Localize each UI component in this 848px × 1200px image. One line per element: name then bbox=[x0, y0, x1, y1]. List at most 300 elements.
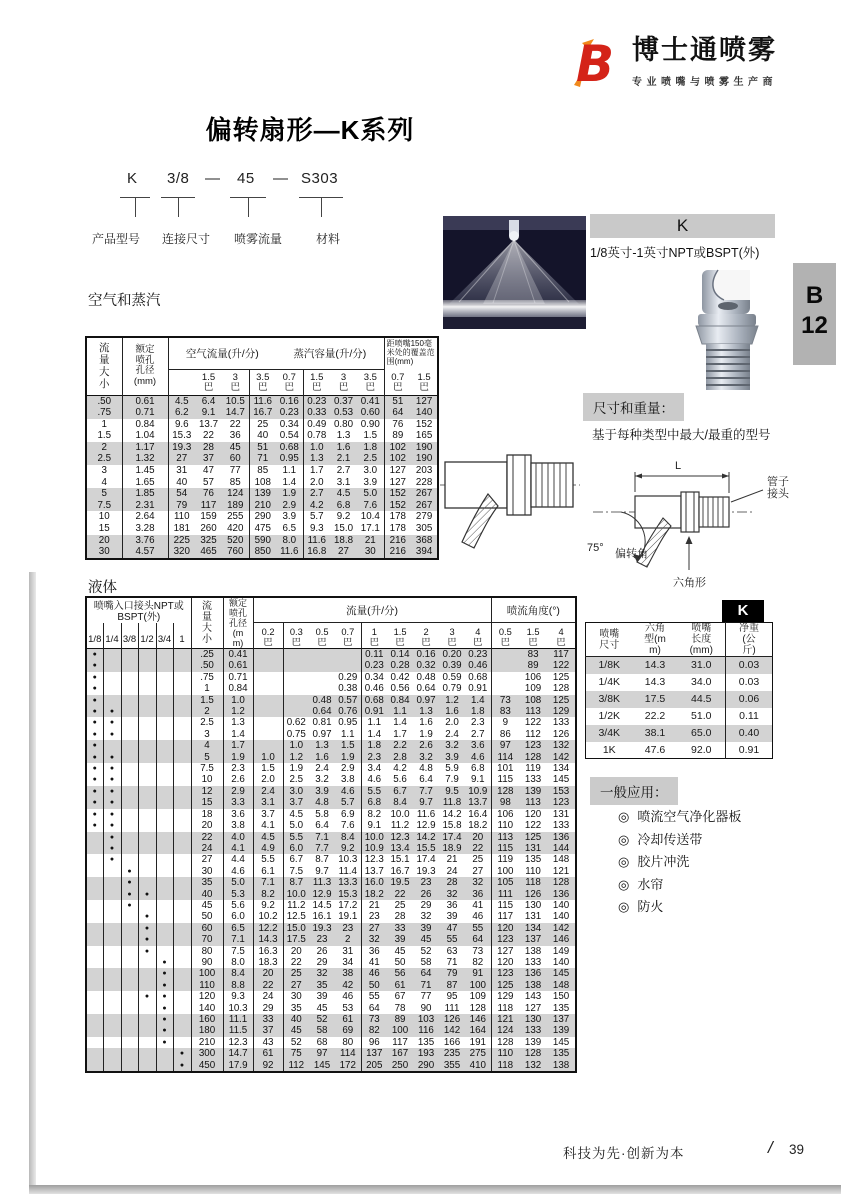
pressure-unit: 巴 bbox=[311, 382, 322, 393]
air-steam-cell: 2.9 bbox=[276, 500, 303, 512]
angle-cell: 122 bbox=[524, 820, 542, 832]
capacity-cell: 0.16 bbox=[413, 649, 439, 661]
kdim-weight-cell: 0.11 bbox=[726, 708, 773, 725]
inlet-dot-cell bbox=[173, 1037, 191, 1048]
air-steam-row bbox=[86, 523, 438, 535]
inlet-dot-cell bbox=[173, 900, 191, 911]
angle-cell: 106 bbox=[497, 808, 514, 820]
inlet-dot-cell bbox=[138, 774, 156, 785]
angle-cell: 133 bbox=[524, 1025, 542, 1037]
capacity-cell: 16.7 bbox=[390, 865, 410, 877]
air-steam-cell: 152 bbox=[389, 488, 407, 500]
pressure-unit: 巴 bbox=[473, 637, 483, 647]
angle-cell: 136 bbox=[524, 968, 542, 980]
capacity-cell: 55 bbox=[465, 923, 491, 934]
capacity-cell: 1.5 bbox=[253, 763, 283, 774]
flow-size-cell: 30 bbox=[191, 866, 223, 877]
inlet-dot-cell: ● bbox=[86, 820, 103, 831]
inlet-dot-cell bbox=[121, 946, 138, 957]
capacity-cell: 10.9 bbox=[364, 842, 384, 854]
tick-line bbox=[178, 197, 179, 217]
inlet-dot-cell: ● bbox=[121, 900, 138, 911]
air-steam-row bbox=[86, 477, 438, 489]
capacity-cell: 0.34 bbox=[364, 671, 384, 683]
capacity-cell: 55 bbox=[368, 991, 380, 1003]
angle-cell: 117 bbox=[547, 649, 576, 661]
capacity-cell: 25 bbox=[394, 899, 406, 911]
capacity-cell: 0.68 bbox=[465, 672, 491, 683]
capacity-cell: 114 bbox=[335, 1048, 361, 1059]
capacity-cell: 0.64 bbox=[416, 683, 436, 695]
orifice-cell: 2.9 bbox=[223, 786, 253, 797]
air-steam-cell: 127 bbox=[389, 476, 407, 488]
air-steam-table bbox=[85, 336, 439, 560]
inlet-dot-cell: ● bbox=[103, 706, 121, 717]
page-title: 偏转扇形—K系列 bbox=[205, 115, 415, 145]
liquid-row bbox=[86, 1060, 576, 1072]
part-code-size: 3/8 bbox=[167, 170, 190, 187]
angle-cell: 121 bbox=[497, 1014, 514, 1025]
angle-cell: 146 bbox=[552, 934, 570, 946]
kdim-weight-cell: 0.03 bbox=[726, 674, 773, 691]
capacity-cell: 50 bbox=[394, 956, 406, 968]
capacity-cell: 23 bbox=[316, 934, 328, 946]
angle-cell: 113 bbox=[525, 706, 541, 718]
list-item bbox=[618, 855, 818, 869]
capacity-cell: 9.1 bbox=[465, 774, 491, 785]
brand-text bbox=[632, 33, 777, 88]
air-steam-cell: 2.7 bbox=[336, 465, 351, 477]
air-steam-cell: 1.7 bbox=[309, 465, 324, 477]
air-steam-cell: 320 bbox=[173, 546, 190, 558]
orifice-cell: 1.2 bbox=[223, 706, 253, 717]
applications-list bbox=[618, 810, 818, 923]
air-steam-cell: 16.7 bbox=[253, 407, 273, 419]
air-steam-cell: 54 bbox=[176, 488, 188, 500]
capacity-cell: 4.6 bbox=[367, 774, 382, 786]
air-steam-row bbox=[86, 511, 438, 523]
angle-cell: 125 bbox=[552, 694, 570, 706]
liquid-table bbox=[85, 596, 577, 1073]
inlet-dot-cell bbox=[156, 946, 173, 957]
capacity-cell: 0.57 bbox=[335, 695, 361, 706]
capacity-cell: 2.6 bbox=[419, 740, 433, 752]
deflection-angle-value: 75° bbox=[587, 542, 604, 554]
inlet-dot-cell bbox=[86, 854, 103, 865]
capacity-cell: 5.7 bbox=[335, 797, 361, 808]
inlet-dot-cell bbox=[138, 763, 156, 774]
air-steam-cell: 0.41 bbox=[357, 395, 384, 407]
capacity-cell: 3.4 bbox=[367, 763, 382, 775]
capacity-cell bbox=[283, 683, 309, 694]
capacity-cell: 1.1 bbox=[367, 717, 382, 729]
flow-size-cell: 45 bbox=[191, 900, 223, 911]
bullseye-icon: ◎ bbox=[618, 854, 630, 869]
capacity-cell: 11.8 bbox=[442, 797, 462, 809]
angle-cell: 150 bbox=[552, 991, 570, 1003]
capacity-cell: 39 bbox=[394, 934, 406, 946]
orifice-cell: 0.41 bbox=[223, 649, 253, 661]
pressure-header bbox=[253, 623, 283, 649]
air-steam-cell: 216 bbox=[389, 546, 407, 558]
nozzle-photo bbox=[684, 266, 768, 394]
air-steam-cell: 108 bbox=[254, 476, 271, 488]
capacity-cell: 142 bbox=[443, 1025, 461, 1037]
air-steam-cell: 27 bbox=[338, 546, 349, 558]
capacity-cell: 52 bbox=[290, 1036, 302, 1048]
pressure-value: 2 bbox=[423, 627, 429, 637]
inlet-dot-cell bbox=[173, 832, 191, 843]
inlet-dot-cell: ● bbox=[138, 923, 156, 934]
angle-cell: 89 bbox=[527, 660, 539, 672]
inlet-dot-cell bbox=[86, 911, 103, 922]
inlet-dot-cell bbox=[121, 740, 138, 751]
angle-cell: 145 bbox=[552, 1036, 570, 1048]
capacity-cell bbox=[253, 683, 283, 694]
air-steam-cell: 47 bbox=[203, 465, 214, 477]
capacity-cell: 9.5 bbox=[445, 785, 459, 797]
inlet-dot-cell bbox=[156, 717, 173, 728]
inlet-dot-cell bbox=[138, 797, 156, 808]
capacity-cell: 6.4 bbox=[315, 820, 329, 832]
angle-cell: 133 bbox=[552, 820, 570, 832]
angle-cell: 140 bbox=[552, 956, 570, 968]
air-steam-cell: 3.0 bbox=[357, 465, 384, 477]
capacity-cell: 0.91 bbox=[465, 683, 491, 694]
air-steam-cell: 0.49 bbox=[307, 418, 327, 430]
inlet-dot-cell bbox=[156, 672, 173, 683]
part-number-diagram bbox=[85, 170, 375, 255]
inlet-dot-cell bbox=[138, 660, 156, 671]
capacity-cell: 35 bbox=[290, 1002, 302, 1014]
inlet-dot-cell bbox=[138, 649, 156, 661]
inlet-dot-cell bbox=[86, 934, 103, 945]
capacity-cell: 2.4 bbox=[315, 763, 329, 775]
inlet-dot-cell bbox=[86, 1037, 103, 1048]
capacity-cell: 14.2 bbox=[416, 831, 436, 843]
deflection-angle-label: 偏转角 bbox=[615, 548, 648, 560]
capacity-cell: 4.8 bbox=[315, 797, 329, 809]
capacity-cell: 75 bbox=[290, 1048, 302, 1060]
capacity-cell: 145 bbox=[313, 1059, 331, 1071]
flow-size-cell: 7.5 bbox=[191, 763, 223, 774]
capacity-cell: 52 bbox=[316, 1014, 328, 1025]
orifice-cell: 6.0 bbox=[223, 911, 253, 922]
capacity-cell: 2.3 bbox=[465, 717, 491, 728]
capacity-cell: 111 bbox=[444, 1002, 460, 1014]
flow-size-cell: 12 bbox=[191, 786, 223, 797]
capacity-cell: 0.29 bbox=[335, 672, 361, 683]
capacity-cell bbox=[309, 672, 335, 683]
air-steam-cell: 1.8 bbox=[357, 442, 384, 454]
air-steam-cell: 325 bbox=[200, 534, 217, 546]
angle-cell: 153 bbox=[552, 785, 570, 797]
capacity-cell: 1.7 bbox=[393, 728, 407, 740]
application-label: 防火 bbox=[637, 899, 664, 914]
pressure-unit: 巴 bbox=[556, 637, 566, 647]
air-steam-cell: 0.23 bbox=[276, 407, 303, 419]
kdim-hex-cell: 22.2 bbox=[644, 710, 666, 722]
inlet-dot-cell bbox=[103, 672, 121, 683]
air-steam-cell: 0.37 bbox=[330, 395, 357, 407]
capacity-cell: 1.9 bbox=[335, 752, 361, 763]
orifice-cell: 8.8 bbox=[223, 980, 253, 991]
inlet-size-header: 3/4 bbox=[156, 623, 173, 649]
capacity-cell: 69 bbox=[335, 1025, 361, 1036]
capacity-cell: 0.48 bbox=[312, 694, 332, 706]
spray-pattern-photo bbox=[443, 216, 586, 329]
capacity-cell bbox=[253, 740, 283, 751]
air-steam-row bbox=[86, 407, 438, 419]
air-steam-cell: 0.23 bbox=[303, 395, 330, 407]
inlet-dot-cell bbox=[103, 866, 121, 877]
inlet-dot-cell bbox=[173, 797, 191, 808]
air-steam-cell: 124 bbox=[222, 488, 249, 500]
capacity-cell bbox=[253, 706, 283, 717]
inlet-dot-cell bbox=[121, 934, 138, 945]
capacity-cell: 0.39 bbox=[442, 660, 462, 672]
capacity-cell: 0.20 bbox=[439, 649, 465, 661]
capacity-cell: 4.6 bbox=[465, 752, 491, 763]
flow-size-cell: 24 bbox=[191, 843, 223, 854]
inlet-dot-cell: ● bbox=[138, 991, 156, 1002]
inlet-dot-cell bbox=[156, 866, 173, 877]
capacity-cell: 11.6 bbox=[416, 808, 436, 820]
capacity-cell: 117 bbox=[392, 1036, 408, 1048]
angle-cell: 133 bbox=[524, 956, 542, 968]
inlet-dot-cell bbox=[86, 1014, 103, 1025]
air-steam-cell: 4.5 bbox=[336, 488, 351, 500]
orifice-cell: 4.0 bbox=[223, 832, 253, 843]
air-steam-cell: 152 bbox=[415, 418, 433, 430]
capacity-cell: 1.8 bbox=[367, 740, 382, 752]
capacity-cell: 19.3 bbox=[416, 865, 436, 877]
capacity-cell: 12.3 bbox=[364, 854, 384, 866]
capacity-cell: 58 bbox=[420, 956, 432, 968]
orifice-cell: 6.5 bbox=[223, 923, 253, 934]
air-steam-cell: 394 bbox=[415, 546, 433, 558]
air-steam-cell: 5 bbox=[86, 488, 122, 500]
air-steam-cell: 1.3 bbox=[309, 453, 324, 465]
inlet-dot-cell: ● bbox=[86, 660, 103, 671]
capacity-cell: 1.9 bbox=[289, 763, 304, 775]
capacity-cell: 9.2 bbox=[335, 843, 361, 854]
air-steam-cell: 9.6 bbox=[174, 418, 189, 430]
air-steam-cell: 0.16 bbox=[276, 395, 303, 407]
inlet-dot-cell bbox=[156, 889, 173, 900]
flow-size-cell: 22 bbox=[191, 832, 223, 843]
capacity-cell: 97 bbox=[316, 1048, 328, 1060]
inlet-dot-cell bbox=[156, 911, 173, 922]
inlet-dot-cell bbox=[156, 900, 173, 911]
air-steam-row bbox=[86, 546, 438, 559]
inlet-dot-cell bbox=[121, 1003, 138, 1014]
capacity-cell: 166 bbox=[443, 1036, 461, 1048]
pressure-value: 0.5 bbox=[498, 627, 512, 637]
capacity-cell: 16.1 bbox=[312, 911, 332, 923]
air-steam-cell: 290 bbox=[254, 511, 271, 523]
capacity-cell bbox=[309, 683, 335, 694]
kdim-size-cell: 1/4K bbox=[598, 676, 621, 688]
air-steam-cell: 190 bbox=[415, 453, 433, 465]
orifice-cell: 7.1 bbox=[223, 934, 253, 945]
inlet-dot-cell bbox=[121, 991, 138, 1002]
air-col-flow-size: 流量大小 bbox=[86, 337, 122, 395]
capacity-cell: 8.4 bbox=[393, 797, 407, 809]
capacity-cell: 64 bbox=[465, 934, 491, 945]
air-steam-cell: 0.90 bbox=[357, 419, 384, 431]
liquid-row bbox=[86, 866, 576, 877]
inlet-dot-cell bbox=[121, 706, 138, 717]
k-dimension-table-body bbox=[586, 657, 773, 759]
air-steam-cell: .75 bbox=[86, 407, 122, 419]
capacity-cell: 15.0 bbox=[286, 922, 306, 934]
inlet-dot-cell bbox=[156, 774, 173, 785]
inlet-dot-cell bbox=[138, 980, 156, 991]
air-col-orifice: 额定喷孔孔径(mm) bbox=[122, 337, 168, 395]
capacity-cell: 36 bbox=[465, 889, 491, 900]
air-steam-row bbox=[86, 395, 438, 407]
inlet-size-header: 1 bbox=[173, 623, 191, 649]
angle-cell: 132 bbox=[552, 740, 570, 752]
air-steam-cell: 77 bbox=[222, 465, 249, 477]
air-steam-cell: 28 bbox=[203, 441, 214, 453]
inlet-dot-cell bbox=[173, 1014, 191, 1025]
air-steam-cell: 22 bbox=[203, 430, 214, 442]
liquid-row bbox=[86, 877, 576, 888]
capacity-cell: 29 bbox=[316, 956, 328, 968]
capacity-cell: 100 bbox=[391, 1025, 409, 1037]
capacity-cell: 3.1 bbox=[253, 797, 283, 808]
air-steam-cell: 1.17 bbox=[122, 442, 168, 454]
flow-size-cell: 90 bbox=[191, 957, 223, 968]
brand-logo bbox=[570, 33, 800, 103]
capacity-cell: 410 bbox=[465, 1060, 491, 1072]
capacity-cell: 1.0 bbox=[289, 740, 304, 752]
liquid-row bbox=[86, 786, 576, 797]
air-steam-cell: 85 bbox=[257, 465, 269, 477]
air-steam-cell: 110 bbox=[173, 511, 190, 523]
angle-cell: 125 bbox=[552, 671, 570, 683]
pressure-value: 3 bbox=[340, 371, 347, 383]
capacity-cell: 0.48 bbox=[416, 671, 436, 683]
inlet-dot-cell bbox=[121, 968, 138, 979]
capacity-cell: 41 bbox=[465, 900, 491, 911]
capacity-cell: 39 bbox=[316, 991, 328, 1003]
capacity-cell: 11.2 bbox=[287, 899, 306, 911]
inlet-dot-cell bbox=[86, 877, 103, 888]
air-steam-cell: 11.6 bbox=[307, 534, 326, 546]
orifice-cell: 11.5 bbox=[223, 1025, 253, 1036]
pressure-header bbox=[519, 623, 547, 649]
capacity-cell: 32 bbox=[368, 934, 380, 946]
capacity-cell: 0.38 bbox=[335, 683, 361, 694]
liquid-subheader-row bbox=[86, 623, 576, 649]
angle-cell: 119 bbox=[525, 763, 541, 775]
capacity-cell: 164 bbox=[465, 1025, 491, 1036]
angle-cell: 137 bbox=[524, 934, 542, 946]
kdim-col-weight: 净重(公斤) bbox=[726, 623, 773, 657]
inlet-dot-cell bbox=[86, 1048, 103, 1059]
capacity-cell: 0.42 bbox=[390, 671, 410, 683]
liquid-row bbox=[86, 672, 576, 683]
air-steam-cell: 1.4 bbox=[276, 477, 303, 489]
angle-cell: 118 bbox=[497, 1059, 514, 1071]
orifice-cell: 11.1 bbox=[223, 1014, 253, 1025]
angle-cell: 139 bbox=[552, 1025, 570, 1037]
capacity-cell: 3.8 bbox=[335, 774, 361, 785]
liquid-row bbox=[86, 934, 576, 945]
capacity-cell: 41 bbox=[368, 956, 380, 968]
capacity-cell: 9.7 bbox=[315, 865, 329, 877]
pressure-value: 0.7 bbox=[282, 371, 296, 383]
air-steam-cell: 21 bbox=[357, 535, 384, 547]
inlet-dot-cell bbox=[173, 774, 191, 785]
series-header-bar: K bbox=[590, 214, 775, 238]
air-steam-cell: 2.64 bbox=[122, 511, 168, 523]
capacity-cell: 12.3 bbox=[390, 831, 410, 843]
capacity-cell: 29 bbox=[253, 1003, 283, 1014]
inlet-dot-cell: ● bbox=[103, 854, 121, 865]
capacity-cell: 21 bbox=[446, 854, 458, 866]
air-steam-cell: 37 bbox=[203, 453, 214, 465]
inlet-dot-cell bbox=[138, 683, 156, 694]
pressure-header bbox=[330, 369, 357, 395]
inlet-dot-cell bbox=[173, 683, 191, 694]
capacity-cell: 1.0 bbox=[253, 752, 283, 763]
application-label: 冷却传送带 bbox=[637, 831, 703, 847]
capacity-cell: 18.3 bbox=[253, 957, 283, 968]
angle-cell: 132 bbox=[524, 1059, 542, 1071]
pressure-header bbox=[276, 369, 303, 395]
air-steam-cell: 1.45 bbox=[122, 465, 168, 477]
capacity-cell: 10.2 bbox=[253, 911, 283, 922]
inlet-dot-cell bbox=[121, 1048, 138, 1059]
capacity-cell: 1.4 bbox=[367, 728, 382, 740]
capacity-cell: 24 bbox=[253, 991, 283, 1002]
inlet-dot-cell bbox=[103, 889, 121, 900]
angle-cell: 129 bbox=[497, 991, 514, 1003]
capacity-cell: 6.8 bbox=[465, 763, 491, 774]
capacity-cell: 9.1 bbox=[367, 820, 382, 832]
air-steam-row bbox=[86, 535, 438, 547]
inlet-dot-cell bbox=[103, 980, 121, 991]
pressure-header bbox=[411, 369, 438, 395]
capacity-cell bbox=[253, 729, 283, 740]
inlet-dot-cell bbox=[138, 706, 156, 717]
inlet-dot-cell bbox=[121, 980, 138, 991]
air-steam-cell: 152 bbox=[389, 499, 407, 511]
kdim-col-hex: 六角型(mm) bbox=[633, 623, 678, 657]
air-steam-cell: 2.5 bbox=[357, 453, 384, 465]
pressure-header bbox=[249, 369, 276, 395]
pressure-unit: 巴 bbox=[230, 382, 240, 393]
inlet-dot-cell bbox=[103, 991, 121, 1002]
capacity-cell: 1.6 bbox=[419, 717, 433, 729]
angle-cell: 148 bbox=[552, 854, 570, 866]
air-steam-cell: 76 bbox=[203, 488, 214, 500]
capacity-cell: 191 bbox=[465, 1037, 491, 1048]
angle-cell: 135 bbox=[552, 1002, 570, 1014]
angle-cell: 145 bbox=[552, 774, 570, 786]
air-steam-cell: 1.65 bbox=[122, 477, 168, 489]
liquid-row bbox=[86, 717, 576, 728]
angle-cell: 119 bbox=[497, 854, 514, 866]
inlet-dot-cell bbox=[173, 968, 191, 979]
pressure-header bbox=[309, 623, 335, 649]
inlet-dot-cell bbox=[173, 946, 191, 957]
inlet-dot-cell: ● bbox=[103, 843, 121, 854]
